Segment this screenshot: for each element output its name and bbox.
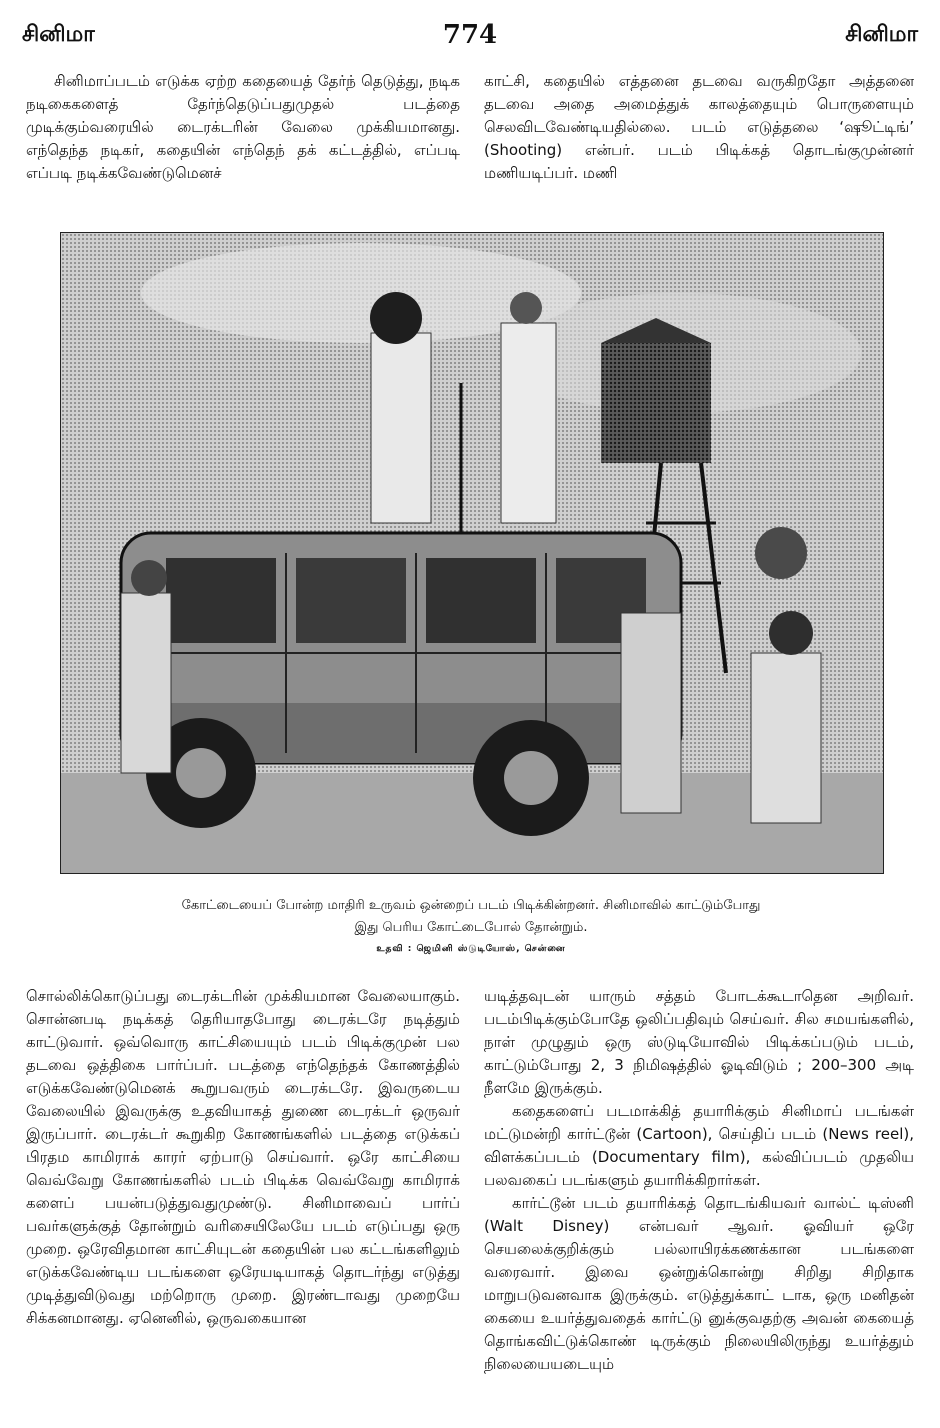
paragraph: கார்ட்டூன் படம் தயாரிக்கத் தொடங்கியவர் வால்ட் டிஸ்னி (Walt Disney) என்பவர் ஆவர். ஓவியர் ஒரே செயலைக்குறிக்கும் பல்லாயிரக்கணக்கான படங்களை வரைவார். இவை ஒன்றுக்கொன்று சிறிது சிறிதாக மாறுபடுவனவாக இருக்கும். எடுத்துக்காட் டாக, ஒரு மனிதன் கையை உயர்த்துவதைக் கார்ட்டு னுக்குவதற்கு அவன் கையைத் தொங்கவிட்டுக்கொண் டிருக்கும் நிலையிலிருந்து உயர்த்தும் நிலையையடையும் xyxy=(484,1194,914,1373)
photo-credit: உதவி : ஜெமினி ஸ்டுடியோஸ், சென்னை xyxy=(376,944,566,954)
figure-caption xyxy=(60,895,882,939)
top-right-column xyxy=(484,70,914,185)
page-number: 774 xyxy=(442,20,498,50)
bottom-right-column xyxy=(484,985,914,1376)
top-left-column xyxy=(26,70,460,185)
caption-line-2: இது பெரிய கோட்டைபோல் தோன்றும். xyxy=(354,920,588,935)
caption-line-1: கோட்டையைப் போன்ற மாதிரி உருவம் ஒன்றைப் படம் பிடிக்கின்றனர். சினிமாவில் காட்டும்போது xyxy=(181,898,761,913)
paragraph: சொல்லிக்கொடுப்பது டைரக்டரின் முக்கியமான வேலையாகும். சொன்னபடி நடிக்கத் தெரியாதபோது டைரக்டரே நடித்தும் காட்டுவார். ஒவ்வொரு காட்சியையும் படம் பிடிக்குமுன் பல தடவை ஒத்திகை பார்ப்பர். படத்தை எந்தெந்தக் கோணத்தில் எடுக்கவேண்டுமெனக் கூறுபவரும் டைரக்டரே. இவருடைய வேலையில் இவருக்கு உதவியாகத் துணை டைரக்டர் ஒருவர் இருப்பார். டைரக்டர் கூறுகிற கோணங்களில் படத்தை எடுக்கப் பிரதம காமிராக் காரர் ஏற்பாடு செய்வார். ஒரே காட்சியை வெவ்வேறு கோணங்களில் படம் பிடிக்க வெவ்வேறு காமிராக் களைப் பயன்படுத்துவதுமுண்டு. சினிமாவைப் பார்ப் பவர்களுக்குத் தோன்றும் வரிசையிலேயே படம் எடுப்பது ஒரு முறை. ஒரேவிதமான காட்சியுடன் கதையின் பல கட்டங்களிலும் எடுக்கவேண்டிய படங்களை ஒரேயடியாகத் தொடர்ந்து எடுத்து முடித்துவிடுவது மற்றொரு முறை. இரண்டாவது முறையே சிக்கனமானது. ஏனெனில், ஒருவகையான xyxy=(26,987,460,1327)
paragraph: சினிமாப்படம் எடுக்க ஏற்ற கதையைத் தேர்ந் தெடுத்து, நடிக நடிகைகளைத் தேர்ந்தெடுப்பதுமுதல் படத்தை முடிக்கும்வரையில் டைரக்டரின் வேலை முக்கியமானது. எந்தெந்த நடிகர், கதையின் எந்தெந் தக் கட்டத்தில், எப்படி எப்படி நடிக்கவேண்டுமெனச் xyxy=(26,72,460,182)
bottom-left-column xyxy=(26,985,460,1330)
paragraph: கதைகளைப் படமாக்கித் தயாரிக்கும் சினிமாப் படங்கள் மட்டுமன்றி கார்ட்டூன் (Cartoon), செய்திப் படம் (News reel), விளக்கப்படம் (Documentary film), கல்விப்படம் முதலிய பலவகைப் படங்களும் தயாரிக்கிறார்கள். xyxy=(484,1102,914,1189)
running-head-left: சினிமா xyxy=(22,22,95,47)
running-head-right: சினிமா xyxy=(845,22,918,47)
paragraph: யடித்தவுடன் யாரும் சத்தம் போடக்கூடாதென அறிவர். படம்பிடிக்கும்போதே ஒலிப்பதிவும் செய்வர். சில சமயங்களில், நாள் முழுதும் ஒரு ஸ்டுடியோவில் பிடிக்கப்படும் படம், காட்டும்போது 2, 3 நிமிஷத்தில் ஓடிவிடும் ; 200–300 அடி நீளமே இருக்கும். xyxy=(484,987,914,1097)
paragraph: காட்சி, கதையில் எத்தனை தடவை வருகிறதோ அத்தனை தடவை அதை அமைத்துக் காலத்தையும் பொருளையும் செலவிடவேண்டியதில்லை. படம் எடுத்தலை ‘ஷூட்டிங்’ (Shooting) என்பர். படம் பிடிக்கத் தொடங்குமுன்னர் மணியடிப்பர். மணி xyxy=(484,72,914,182)
film-shooting-photo xyxy=(60,232,884,874)
